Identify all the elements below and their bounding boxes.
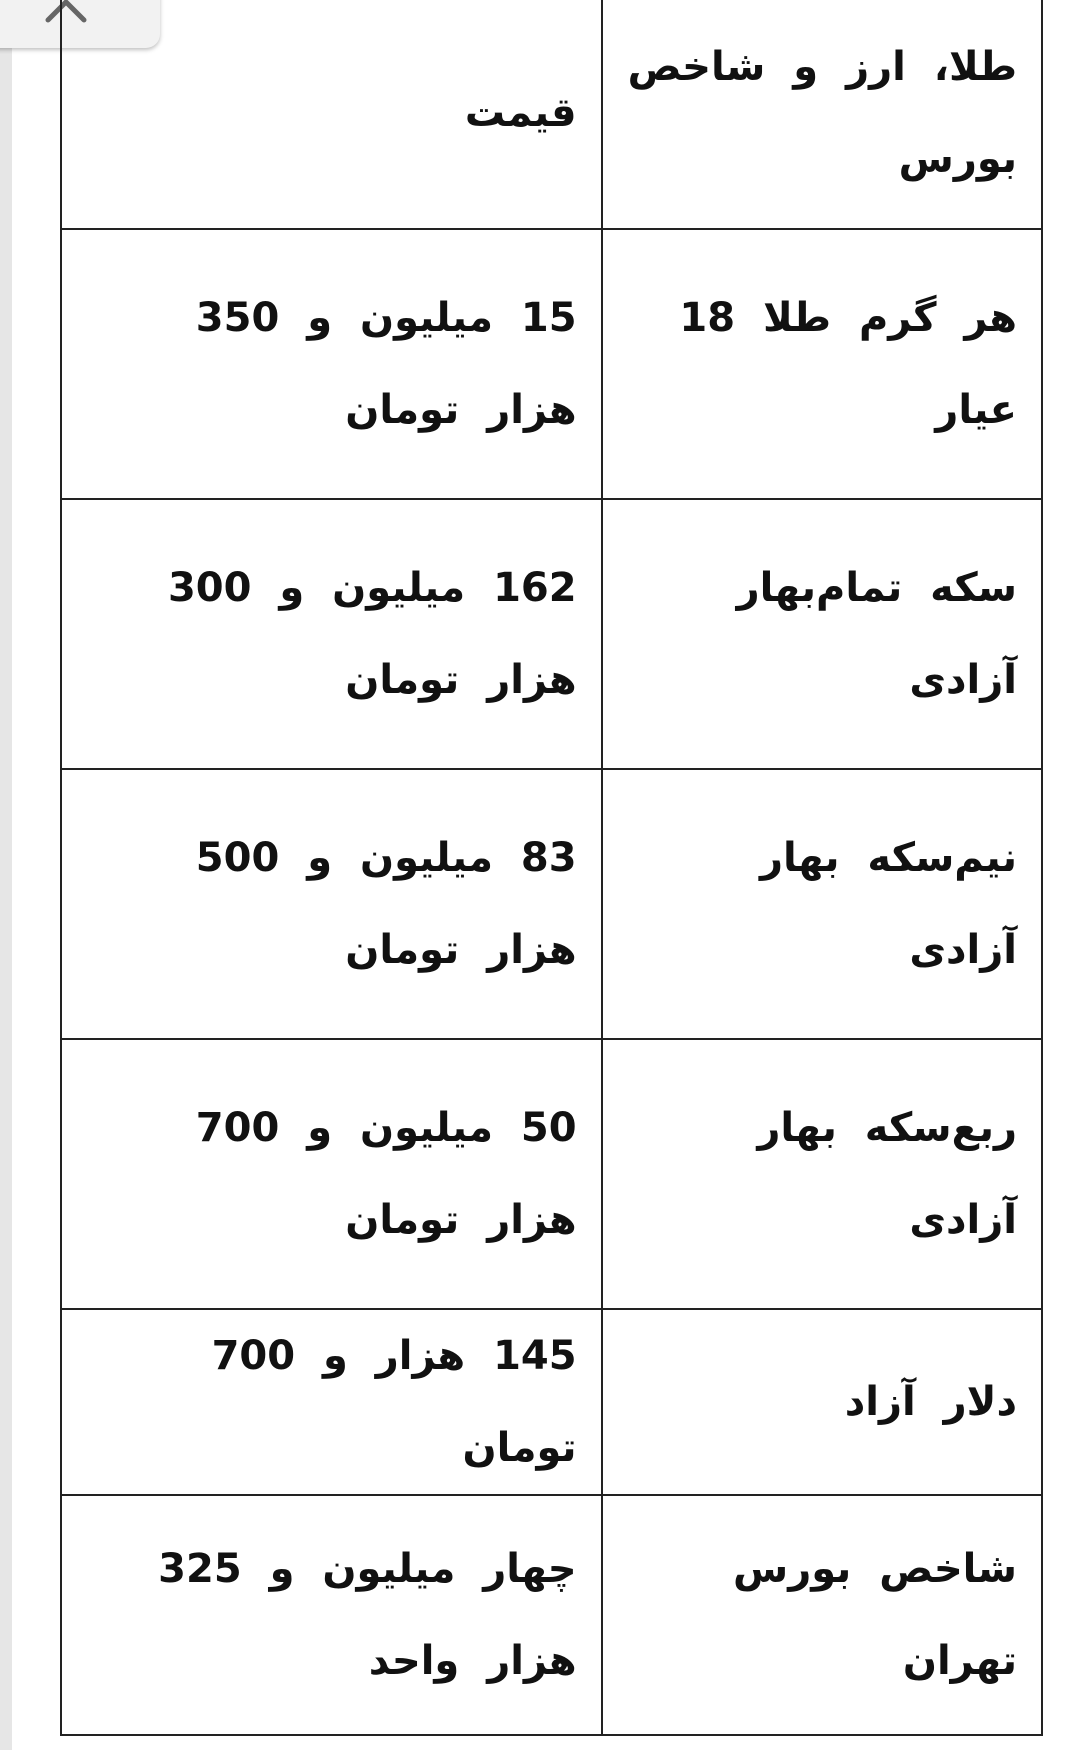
item-label: هر گرم طلا 18 عیار [679,295,1017,433]
header-price-label: قیمت [464,90,577,136]
table-row [61,769,1042,1039]
item-label: سکه تمام‌بهار آزادی [736,565,1017,703]
item-label: ربع‌سکه بهار آزادی [757,1105,1017,1243]
price-cell [61,1039,602,1309]
price-value: چهار میلیون و 325 هزار واحد [158,1546,577,1684]
table-row [61,1309,1042,1495]
table-row [61,1495,1042,1735]
item-cell [602,229,1042,499]
price-table [60,0,1043,1736]
header-price-cell [61,0,602,229]
price-cell [61,1309,602,1495]
price-value: 15 میلیون و 350 هزار تومان [195,295,577,433]
item-label: دلار آزاد [844,1379,1017,1425]
item-cell [602,1309,1042,1495]
price-value: 145 هزار و 700 تومان [211,1333,577,1471]
table-row [61,1039,1042,1309]
page-edge-strip [0,0,12,1750]
price-cell [61,499,602,769]
price-cell [61,1495,602,1735]
table-row [61,499,1042,769]
price-value: 50 میلیون و 700 هزار تومان [195,1105,577,1243]
item-cell [602,1039,1042,1309]
item-cell [602,1495,1042,1735]
price-value: 83 میلیون و 500 هزار تومان [195,835,577,973]
item-label: شاخص بورس تهران [733,1546,1017,1684]
item-cell [602,499,1042,769]
price-cell [61,229,602,499]
price-cell [61,769,602,1039]
table-row [61,229,1042,499]
item-cell [602,769,1042,1039]
table-header-row [61,0,1042,229]
header-item-cell [602,0,1042,229]
header-item-label: طلا، ارز و شاخص بورس [627,44,1017,182]
item-label: نیم‌سکه بهار آزادی [760,835,1017,973]
price-value: 162 میلیون و 300 هزار تومان [167,565,577,703]
